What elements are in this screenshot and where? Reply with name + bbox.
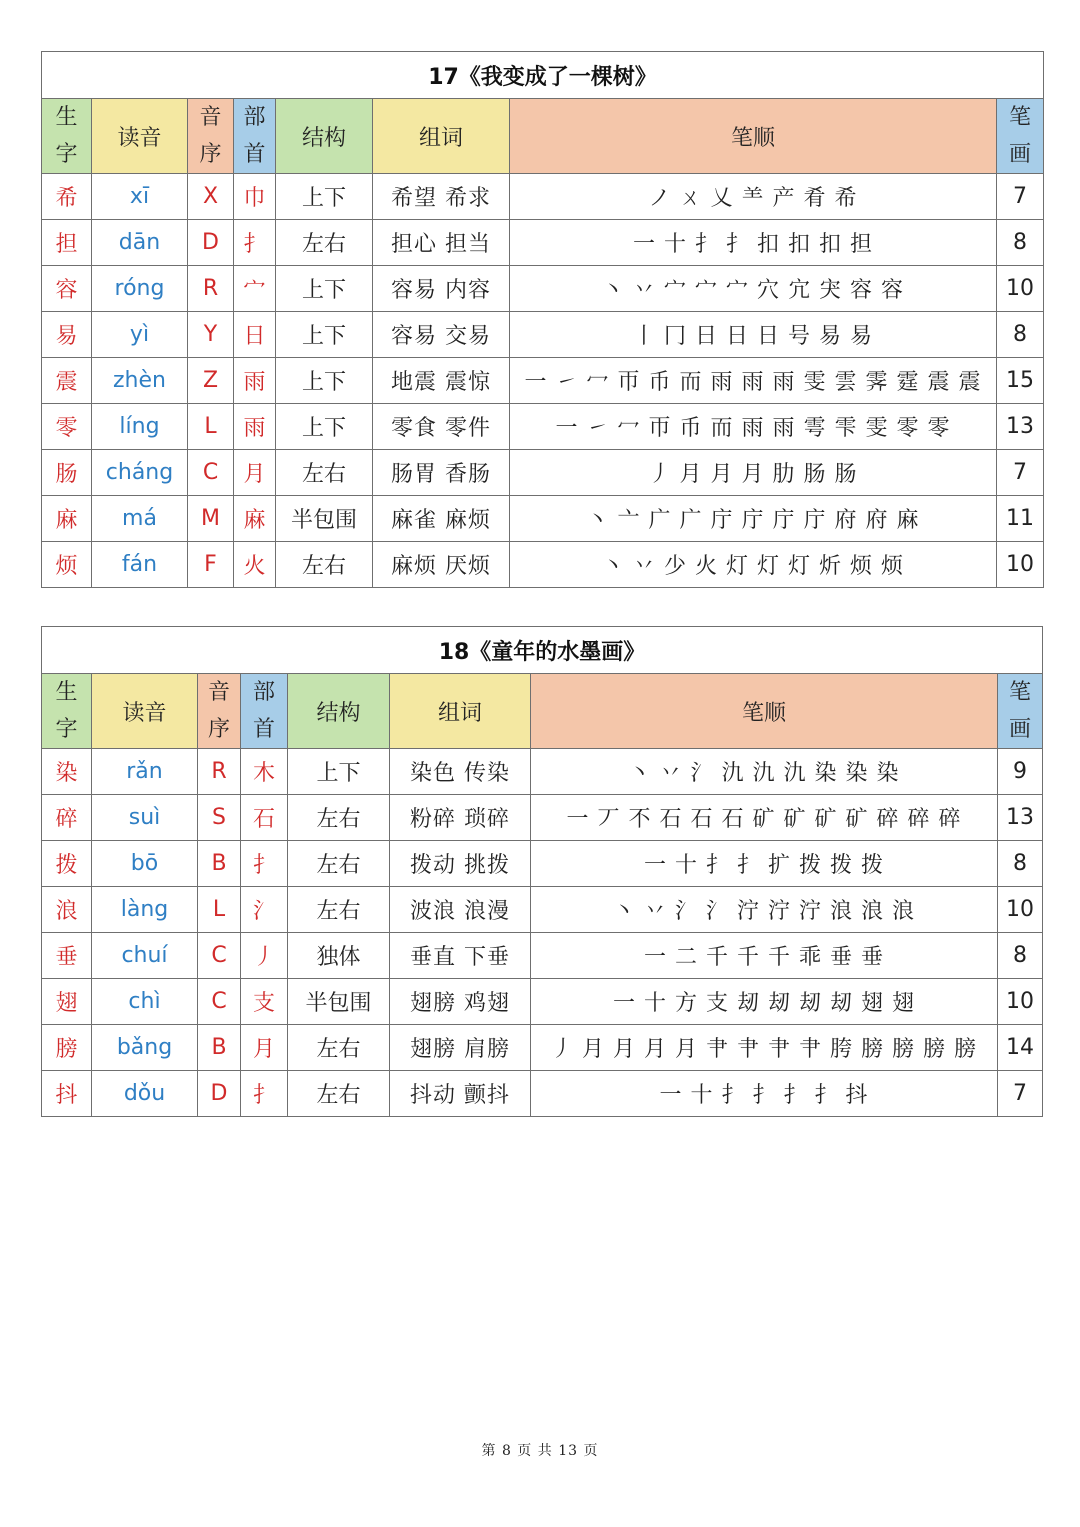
pinyin-cell: róng [92,266,188,312]
radical-cell: 扌 [241,841,288,887]
stroke-count-cell: 10 [997,542,1044,588]
pinyin-cell: dǒu [92,1071,198,1117]
radical-cell: 火 [234,542,276,588]
structure-cell: 左右 [288,1071,390,1117]
initial-letter-cell: C [188,450,234,496]
word-examples-cell: 染色 传染 [390,749,531,795]
radical-cell: 扌 [241,1071,288,1117]
word-examples-cell: 肠胃 香肠 [373,450,510,496]
initial-letter-cell: Z [188,358,234,404]
table-row [42,266,1044,312]
initial-letter-cell: D [198,1071,241,1117]
table-row [42,220,1044,266]
lesson-title: 18《童年的水墨画》 [42,627,1043,674]
radical-cell: 月 [234,450,276,496]
structure-cell: 上下 [288,749,390,795]
structure-cell: 上下 [276,404,373,450]
word-examples-cell: 垂直 下垂 [390,933,531,979]
word-examples-cell: 麻烦 厌烦 [373,542,510,588]
stroke-order-cell: 丨 冂 日 日 日 号 易 易 [510,312,997,358]
header-pinyin: 读音 [92,674,198,749]
radical-cell: 月 [241,1025,288,1071]
character-cell: 染 [42,749,92,795]
word-examples-cell: 波浪 浪漫 [390,887,531,933]
word-examples-cell: 地震 震惊 [373,358,510,404]
radical-cell: 日 [234,312,276,358]
stroke-count-cell: 15 [997,358,1044,404]
word-examples-cell: 担心 担当 [373,220,510,266]
initial-letter-cell: M [188,496,234,542]
header-char: 生字 [42,99,92,174]
stroke-count-cell: 8 [997,220,1044,266]
word-examples-cell: 粉碎 琐碎 [390,795,531,841]
table-row [42,1071,1043,1117]
pinyin-cell: xī [92,174,188,220]
header-structure: 结构 [276,99,373,174]
structure-cell: 上下 [276,266,373,312]
stroke-order-cell: 一 十 扌 扌 扣 扣 扣 担 [510,220,997,266]
table-row [42,887,1043,933]
table-row [42,749,1043,795]
header-initial: 音序 [198,674,241,749]
structure-cell: 上下 [276,174,373,220]
stroke-order-cell: 一 丆 不 石 石 石 矿 矿 矿 矿 碎 碎 碎 [531,795,998,841]
pinyin-cell: fán [92,542,188,588]
structure-cell: 独体 [288,933,390,979]
stroke-count-cell: 8 [998,841,1043,887]
stroke-order-cell: 一 ㇀ 冖 帀 币 而 雨 雨 雩 雫 雯 零 零 [510,404,997,450]
page-footer: 第 8 页 共 13 页 [481,1443,599,1459]
stroke-order-cell: ノ ㄨ 乂 ⺷ 产 肴 希 [510,174,997,220]
structure-cell: 左右 [288,795,390,841]
stroke-order-cell: 丿 月 月 月 肋 肠 肠 [510,450,997,496]
radical-cell: 雨 [234,404,276,450]
character-cell: 拨 [42,841,92,887]
radical-cell: 麻 [234,496,276,542]
initial-letter-cell: B [198,841,241,887]
table-row [42,174,1044,220]
radical-cell: 支 [241,979,288,1025]
initial-letter-cell: R [198,749,241,795]
header-pinyin: 读音 [92,99,188,174]
pinyin-cell: líng [92,404,188,450]
word-examples-cell: 容易 交易 [373,312,510,358]
stroke-count-cell: 11 [997,496,1044,542]
pinyin-cell: bō [92,841,198,887]
header-char: 生字 [42,674,92,749]
pinyin-cell: chuí [92,933,198,979]
header-count: 笔画 [997,99,1044,174]
character-cell: 抖 [42,1071,92,1117]
character-cell: 担 [42,220,92,266]
pinyin-cell: má [92,496,188,542]
pinyin-cell: bǎng [92,1025,198,1071]
header-structure: 结构 [288,674,390,749]
pinyin-cell: zhèn [92,358,188,404]
stroke-count-cell: 14 [998,1025,1043,1071]
stroke-order-cell: 丶 亠 广 广 庁 庁 庁 庁 府 府 麻 [510,496,997,542]
radical-cell: 木 [241,749,288,795]
stroke-order-cell: 一 ㇀ 冖 帀 币 而 雨 雨 雨 雯 雲 霁 霆 震 震 [510,358,997,404]
character-cell: 容 [42,266,92,312]
initial-letter-cell: S [198,795,241,841]
character-cell: 浪 [42,887,92,933]
stroke-order-cell: 丶 丷 氵 氵 泞 泞 泞 浪 浪 浪 [531,887,998,933]
initial-letter-cell: B [198,1025,241,1071]
stroke-count-cell: 8 [997,312,1044,358]
radical-cell: 石 [241,795,288,841]
structure-cell: 左右 [276,450,373,496]
table-row [42,496,1044,542]
structure-cell: 左右 [276,542,373,588]
pinyin-cell: dān [92,220,188,266]
stroke-order-cell: 丶 丷 少 火 灯 灯 灯 炘 烦 烦 [510,542,997,588]
table-row [42,404,1044,450]
initial-letter-cell: C [198,979,241,1025]
character-cell: 垂 [42,933,92,979]
table-row [42,450,1044,496]
structure-cell: 半包围 [276,496,373,542]
pinyin-cell: suì [92,795,198,841]
header-radical: 部首 [234,99,276,174]
character-cell: 震 [42,358,92,404]
table-row [42,542,1044,588]
radical-cell: 扌 [234,220,276,266]
character-cell: 翅 [42,979,92,1025]
structure-cell: 上下 [276,358,373,404]
table-row [42,933,1043,979]
stroke-count-cell: 10 [998,979,1043,1025]
radical-cell: 氵 [241,887,288,933]
pinyin-cell: chì [92,979,198,1025]
table-row [42,312,1044,358]
initial-letter-cell: F [188,542,234,588]
character-cell: 零 [42,404,92,450]
word-examples-cell: 麻雀 麻烦 [373,496,510,542]
stroke-count-cell: 7 [998,1071,1043,1117]
initial-letter-cell: L [198,887,241,933]
pinyin-cell: làng [92,887,198,933]
initial-letter-cell: D [188,220,234,266]
header-initial: 音序 [188,99,234,174]
lesson-17-table [41,51,1044,588]
stroke-count-cell: 13 [998,795,1043,841]
table-row [42,795,1043,841]
radical-cell: 巾 [234,174,276,220]
stroke-order-cell: 丿 月 月 月 月 肀 肀 肀 肀 胯 膀 膀 膀 膀 [531,1025,998,1071]
stroke-order-cell: 丶 丷 氵 氿 氿 氿 染 染 染 [531,749,998,795]
stroke-count-cell: 7 [997,450,1044,496]
word-examples-cell: 零食 零件 [373,404,510,450]
header-strokes: 笔顺 [510,99,997,174]
initial-letter-cell: X [188,174,234,220]
stroke-order-cell: 一 十 扌 扌 扩 拨 拨 拨 [531,841,998,887]
radical-cell: 雨 [234,358,276,404]
stroke-count-cell: 9 [998,749,1043,795]
word-examples-cell: 翅膀 鸡翅 [390,979,531,1025]
pinyin-cell: rǎn [92,749,198,795]
character-cell: 易 [42,312,92,358]
header-radical: 部首 [241,674,288,749]
radical-cell: 宀 [234,266,276,312]
structure-cell: 左右 [288,841,390,887]
structure-cell: 左右 [276,220,373,266]
initial-letter-cell: C [198,933,241,979]
stroke-order-cell: 丶 丷 宀 宀 宀 穴 宂 宊 容 容 [510,266,997,312]
table-row [42,1025,1043,1071]
table-row [42,358,1044,404]
character-cell: 希 [42,174,92,220]
stroke-count-cell: 7 [997,174,1044,220]
character-cell: 膀 [42,1025,92,1071]
word-examples-cell: 抖动 颤抖 [390,1071,531,1117]
structure-cell: 左右 [288,1025,390,1071]
structure-cell: 上下 [276,312,373,358]
stroke-count-cell: 8 [998,933,1043,979]
character-cell: 烦 [42,542,92,588]
header-count: 笔画 [998,674,1043,749]
lesson-18-table [41,626,1043,1117]
header-words: 组词 [390,674,531,749]
word-examples-cell: 翅膀 肩膀 [390,1025,531,1071]
stroke-order-cell: 一 十 方 支 刼 刼 刼 刼 翅 翅 [531,979,998,1025]
word-examples-cell: 容易 内容 [373,266,510,312]
initial-letter-cell: R [188,266,234,312]
word-examples-cell: 希望 希求 [373,174,510,220]
initial-letter-cell: Y [188,312,234,358]
pinyin-cell: cháng [92,450,188,496]
stroke-count-cell: 10 [998,887,1043,933]
stroke-order-cell: 一 二 千 千 千 乖 垂 垂 [531,933,998,979]
header-strokes: 笔顺 [531,674,998,749]
radical-cell: 丿 [241,933,288,979]
character-cell: 肠 [42,450,92,496]
table-row [42,979,1043,1025]
word-examples-cell: 拨动 挑拨 [390,841,531,887]
structure-cell: 左右 [288,887,390,933]
lesson-title: 17《我变成了一棵树》 [42,52,1044,99]
character-cell: 麻 [42,496,92,542]
character-cell: 碎 [42,795,92,841]
stroke-count-cell: 13 [997,404,1044,450]
structure-cell: 半包围 [288,979,390,1025]
table-row [42,841,1043,887]
header-words: 组词 [373,99,510,174]
stroke-order-cell: 一 十 扌 扌 扌 扌 抖 [531,1071,998,1117]
initial-letter-cell: L [188,404,234,450]
stroke-count-cell: 10 [997,266,1044,312]
pinyin-cell: yì [92,312,188,358]
